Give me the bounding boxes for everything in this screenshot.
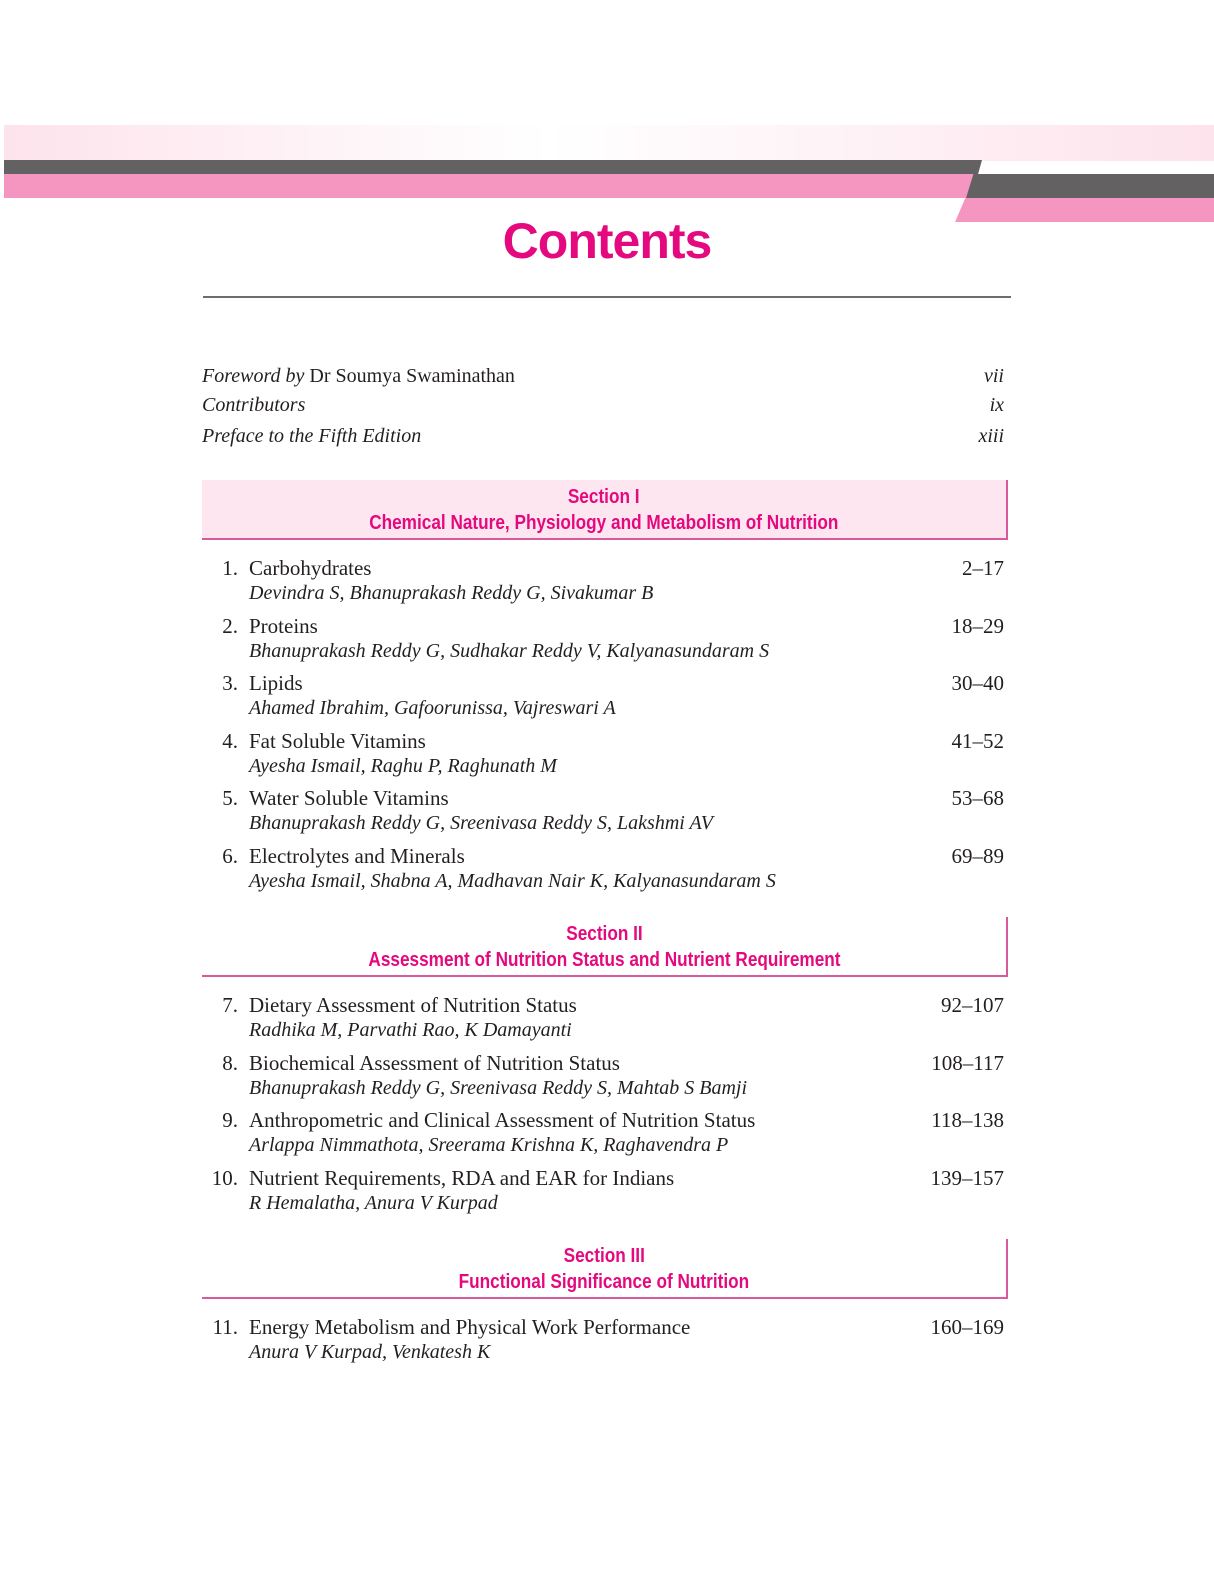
chapter-number: 9. [222, 1108, 238, 1132]
chapter-authors: Bhanuprakash Reddy G, Sreenivasa Reddy S, Mahtab S Bamji [249, 1076, 748, 1099]
chapter-number: 1. [222, 556, 238, 580]
chapter-title: Anthropometric and Clinical Assessment of Nutrition Status [249, 1108, 756, 1132]
page-range: 69–89 [951, 843, 1004, 868]
chapter-title: Electrolytes and Minerals [249, 843, 465, 868]
section-header [202, 480, 1008, 540]
section-number: Section I [568, 486, 640, 508]
chapter-authors: R Hemalatha, Anura V Kurpad [249, 1191, 498, 1214]
front-matter-item[interactable] [202, 365, 1004, 388]
section-title: Functional Significance of Nutrition [458, 1271, 750, 1293]
chapter-title: Fat Soluble Vitamins [249, 728, 426, 753]
chapter-title: Dietary Assessment of Nutrition Status [249, 993, 577, 1017]
page-range: 30–40 [951, 671, 1004, 695]
chapter-authors: Bhanuprakash Reddy G, Sreenivasa Reddy S, Lakshmi AV [249, 812, 713, 834]
header-stripe [4, 160, 982, 174]
chapter-number: 7. [222, 993, 238, 1017]
page-range: 18–29 [951, 613, 1004, 638]
chapter-number: 11. [212, 1315, 238, 1339]
chapter-title: Lipids [249, 671, 303, 695]
chapter-authors: Anura V Kurpad, Venkatesh K [249, 1341, 491, 1363]
section-header [202, 1239, 1008, 1299]
page-range: 160–169 [930, 1315, 1004, 1339]
chapter-authors: Radhika M, Parvathi Rao, K Damayanti [249, 1019, 572, 1041]
chapter-title: Nutrient Requirements, RDA and EAR for Indians [249, 1165, 675, 1190]
front-matter-item[interactable] [202, 394, 1004, 417]
page-range: 108–117 [931, 1050, 1004, 1075]
chapter-number: 4. [222, 728, 238, 753]
chapter-authors: Ayesha Ismail, Raghu P, Raghunath M [249, 754, 557, 777]
chapter-authors: Arlappa Nimmathota, Sreerama Krishna K, Raghavendra P [249, 1134, 729, 1156]
section-title: Chemical Nature, Physiology and Metabolism of Nutrition [369, 512, 839, 534]
page-number: ix [989, 394, 1004, 416]
page-number: vii [984, 365, 1004, 387]
chapter-authors: Ahamed Ibrahim, Gafoorunissa, Vajreswari A [249, 697, 616, 719]
page-range: 2–17 [962, 556, 1004, 580]
chapter-number: 10. [211, 1165, 238, 1190]
page-range: 53–68 [951, 786, 1004, 810]
chapter-authors: Devindra S, Bhanuprakash Reddy G, Sivakumar B [249, 582, 654, 604]
chapter-title: Energy Metabolism and Physical Work Performance [249, 1315, 691, 1339]
page-number: xiii [978, 425, 1004, 447]
front-matter-title: Foreword by Dr Soumya Swaminathan [202, 365, 515, 387]
chapter-title: Water Soluble Vitamins [249, 786, 449, 810]
page-range: 139–157 [930, 1165, 1004, 1190]
chapter-number: 8. [222, 1050, 238, 1075]
section-header [202, 917, 1008, 977]
chapter-title: Biochemical Assessment of Nutrition Status [249, 1050, 620, 1075]
front-matter-item[interactable] [202, 425, 1004, 448]
page-title: Contents [502, 213, 712, 269]
chapter-authors: Bhanuprakash Reddy G, Sudhakar Reddy V, Kalyanasundaram S [249, 639, 770, 662]
section-title: Assessment of Nutrition Status and Nutrient Requirement [367, 949, 841, 971]
chapter-title: Proteins [249, 613, 318, 638]
chapter-number: 6. [222, 843, 238, 868]
chapter-number: 3. [222, 671, 238, 695]
header-band [4, 125, 1214, 161]
header-stripe [4, 174, 974, 198]
page-range: 118–138 [931, 1108, 1004, 1132]
front-matter-title: Preface to the Fifth Edition [202, 425, 422, 447]
page-range: 41–52 [951, 728, 1004, 753]
section-number: Section III [563, 1245, 645, 1267]
header-stripe [966, 174, 1214, 198]
title-divider [203, 296, 1011, 298]
front-matter-title: Contributors [202, 394, 306, 416]
chapter-number: 5. [222, 786, 238, 810]
chapter-number: 2. [222, 613, 238, 638]
chapter-authors: Ayesha Ismail, Shabna A, Madhavan Nair K, Kalyanasundaram S [249, 869, 776, 892]
section-number: Section II [565, 923, 643, 945]
chapter-title: Carbohydrates [249, 556, 372, 580]
page-range: 92–107 [941, 993, 1004, 1017]
